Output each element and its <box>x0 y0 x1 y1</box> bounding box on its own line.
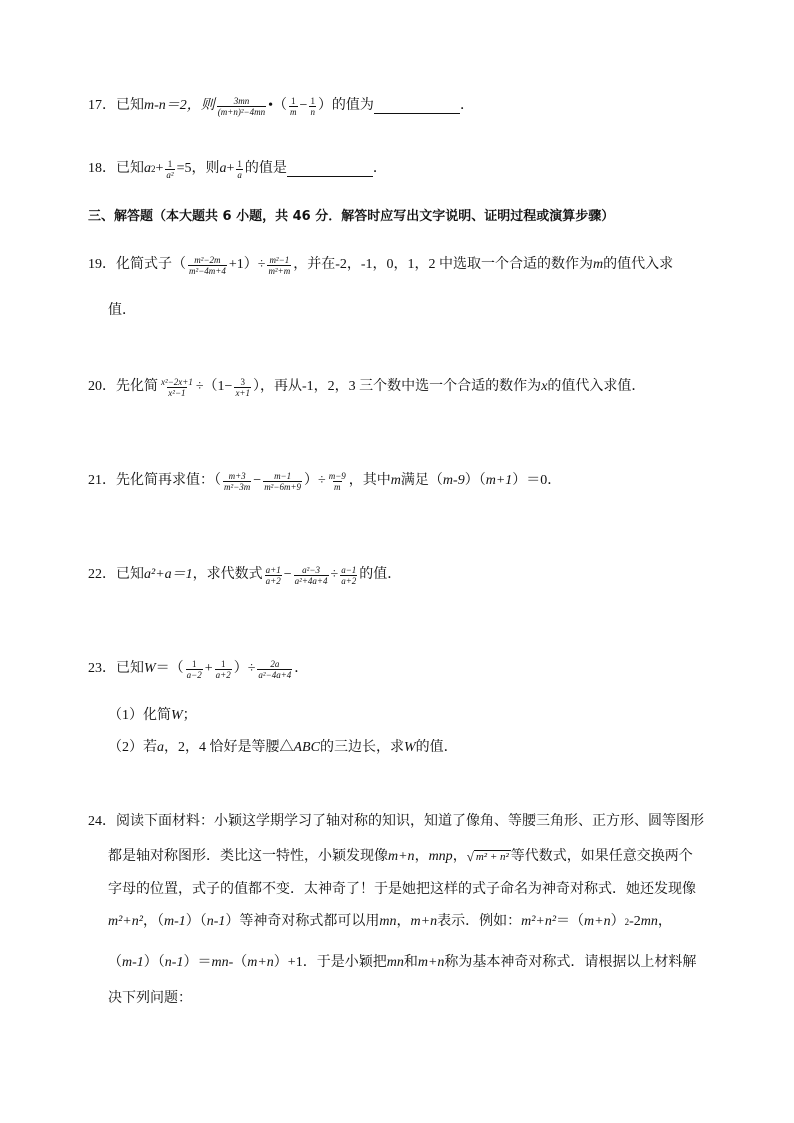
question-number: 22． <box>88 567 116 582</box>
question-number: 18． <box>88 161 116 176</box>
question-number: 24． <box>88 814 116 829</box>
fraction: $\frac{3mn}{\text{(m+n)²−4mn}}$ <box>217 95 266 117</box>
fraction: $\frac{\text{m²−2m}}{\text{m²−4m+4}}$ <box>189 254 226 276</box>
fraction: $\frac{m-9}{m}$ <box>328 470 346 492</box>
question-19: 19． 化简式子（ $\frac{\text{m²−2m}}{\text{m²−4m+4}}$ +1）÷ $\frac{\text{m²−1}}{\text{m²+m}}$ ，并在-2，-1，0，1，2 中选取一个合适的数作为 m 的值代入求 <box>88 254 674 276</box>
question-23-part-1: （1）化简 W ； <box>108 708 197 723</box>
question-24-line-4: m²+n² ，（ m-1 ）（ n-1 ）等神奇对称式都可以用 mn ， m+n 表示．例如： m²+n² ＝（ m+n ） 2 -2 mn ， <box>108 914 672 929</box>
answer-blank[interactable] <box>374 99 460 114</box>
fraction: $\frac{\text{x²−2x+1}}{\text{x²−1}}$ <box>161 376 193 398</box>
question-17: 17． 已知 m-n＝2，则 $\frac{3mn}{\text{(m+n)²−4mn}}$ •（ $\frac{1}{m}$ − $\frac{1}{n}$ ）的值为 ． <box>88 95 474 117</box>
fraction: $\frac{m+3}{\text{m²−3m}}$ <box>224 470 251 492</box>
question-number: 17． <box>88 98 116 113</box>
question-number: 19． <box>88 257 116 272</box>
fraction: $\frac{1}{\text{a²}}$ <box>166 158 174 180</box>
fraction: $\frac{1}{a+2}$ <box>215 658 231 680</box>
question-number: 21． <box>88 473 116 488</box>
question-23-part-2: （2）若 a ，2，4 恰好是等腰△ ABC 的三边长，求 W 的值． <box>108 740 458 755</box>
question-22: 22． 已知 a²+a＝1 ，求代数式 $\frac{a+1}{a+2}$ − $\frac{\text{a²−3}}{\text{a²+4a+4}}$ ÷ $\frac{a-1}{a+2}$ 的值． <box>88 564 402 586</box>
question-24-line-6: 决下列问题： <box>108 991 192 1006</box>
section-heading: 三、解答题（本大题共 6 小题，共 46 分．解答时应写出文字说明、证明过程或演算步骤） <box>88 209 615 224</box>
question-19-cont: 值． <box>108 303 136 318</box>
fraction: $\frac{1}{a-2}$ <box>186 658 202 680</box>
fraction: $\frac{1}{m}$ <box>290 95 297 117</box>
fraction: $\frac{\text{m²−1}}{\text{m²+m}}$ <box>268 254 291 276</box>
question-24-line-3: 字母的位置，式子的值都不变．太神奇了！于是她把这样的式子命名为神奇对称式．她还发现像 <box>108 882 696 897</box>
fraction: $\frac{m-1}{\text{m²−6m+9}}$ <box>264 470 302 492</box>
fraction: $\frac{a-1}{a+2}$ <box>341 564 357 586</box>
question-24: 24． 阅读下面材料：小颖这学期学习了轴对称的知识，知道了像角、等腰三角形、正方形、圆等图形 <box>88 811 704 833</box>
question-24-line-5: （ m-1 ）（ n-1 ）＝ mn- （ m+n ）+1．于是小颖把 mn 和 m+n 称为基本神奇对称式．请根据以上材料解 <box>108 955 697 970</box>
question-number: 23． <box>88 661 116 676</box>
question-number: 20． <box>88 379 116 394</box>
answer-blank[interactable] <box>287 162 373 177</box>
question-21: 21． 先化简再求值：（ $\frac{m+3}{\text{m²−3m}}$ − $\frac{m-1}{\text{m²−6m+9}}$ ）÷ $\frac{m-9}{m}$ ，其中 m 满足（ m-9 ）（ m+1 ）＝0． <box>88 470 562 492</box>
fraction: $\frac{3}{x+1}$ <box>235 376 251 398</box>
fraction: $\frac{1}{n}$ <box>310 95 315 117</box>
question-18: 18． 已知 a 2 + $\frac{1}{\text{a²}}$ =5，则 a + $\frac{1}{a}$ 的值是 ． <box>88 158 387 180</box>
question-20: 20． 先化简 $\frac{\text{x²−2x+1}}{\text{x²−1}}$ ÷（1− $\frac{3}{x+1}$ ），再从-1，2，3 三个数中选一个合适的数作为 x 的值代入求值． <box>88 376 646 398</box>
question-24-line-2: 都是轴对称图形．类比这一特性，小颖发现像 m+n ， mnp ， √ m² + n² 等代数式，如果任意交换两个 <box>108 846 693 868</box>
fraction: $\frac{\text{a²−3}}{\text{a²+4a+4}}$ <box>294 564 328 586</box>
fraction: $\frac{a+1}{a+2}$ <box>265 564 281 586</box>
square-root: √ m² + n² <box>466 849 509 864</box>
fraction: $\frac{1}{a}$ <box>237 158 242 180</box>
fraction: $\frac{2a}{\text{a²−4a+4}}$ <box>258 658 292 680</box>
question-23: 23． 已知 W ＝（ $\frac{1}{a-2}$ + $\frac{1}{a+2}$ ）÷ $\frac{2a}{\text{a²−4a+4}}$ ． <box>88 658 309 680</box>
